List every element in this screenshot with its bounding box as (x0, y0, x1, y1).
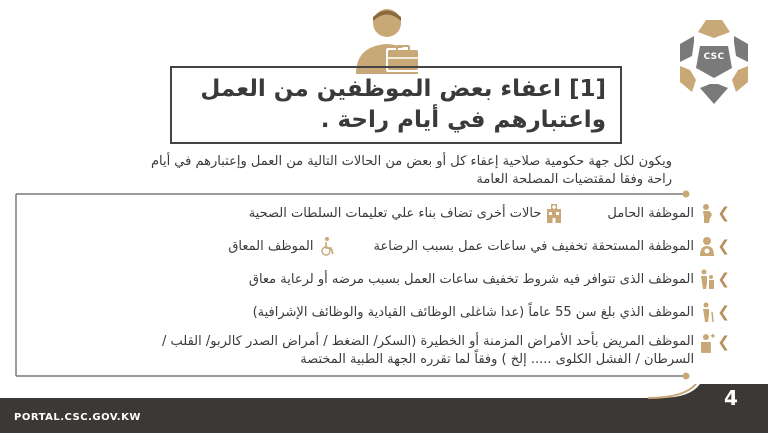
list-item (249, 268, 730, 290)
list-item (110, 333, 730, 369)
mother-baby-icon (698, 236, 716, 256)
item-label: الموظف الذى تتوافر فيه شروط تخفيف ساعات العمل بسبب مرضه أو لرعاية معاق (248, 271, 694, 287)
page-title: [1] اعفاء بعض الموظفين من العمل واعتبارهم في أيام راحة . (200, 76, 606, 133)
csc-logo (672, 10, 756, 110)
elderly-person-icon (698, 302, 716, 322)
sick-person-icon (698, 333, 716, 353)
wheelchair-icon (318, 236, 336, 256)
logo-label: CSC (703, 52, 725, 62)
item-label: الموظف المريض بأحد الأمراض المزمنة أو الخطيرة (السكر/ الضغط / أمراض الصدر كالربو/ القلب / السرطان / الفشل الكلوى ..... إلخ ) وفقاً لما تقرره الجهة الطبية المختصة (162, 334, 695, 367)
chevron-icon: ❯ (717, 270, 730, 288)
title-box (170, 66, 622, 144)
list-item (253, 301, 730, 323)
list-item (228, 235, 730, 257)
chevron-icon: ❯ (717, 303, 730, 321)
item-label: الموظفة المستحقة تخفيف في ساعات عمل بسبب الرضاعة (373, 238, 694, 254)
list-item (249, 202, 730, 224)
chevron-icon: ❯ (717, 237, 730, 255)
footer-band (0, 384, 768, 433)
chevron-icon: ❯ (717, 204, 730, 222)
item-label: الموظف الذي بلغ سن 55 عاماً (عدا شاغلى الوظائف القيادية والوظائف الإشرافية) (252, 304, 694, 320)
page-number: 4 (724, 386, 738, 410)
hospital-icon (545, 203, 563, 223)
pregnant-woman-icon (698, 203, 716, 223)
chevron-icon: ❯ (717, 333, 730, 351)
item-label: الموظفة الحامل (607, 205, 694, 221)
caregiver-icon (698, 269, 716, 289)
intro-text: ويكون لكل جهة حكومية صلاحية إعفاء كل أو بعض من الحالات التالية من العمل وإعتبارهم في أيام راحة وفقا لمقتضيات المصلحة العامة (150, 154, 672, 187)
item-label: حالات أخرى تضاف بناء علي تعليمات السلطات الصحية (248, 205, 542, 221)
footer-url[interactable]: PORTAL.CSC.GOV.KW (14, 412, 141, 423)
item-label: الموظف المعاق (228, 238, 314, 254)
